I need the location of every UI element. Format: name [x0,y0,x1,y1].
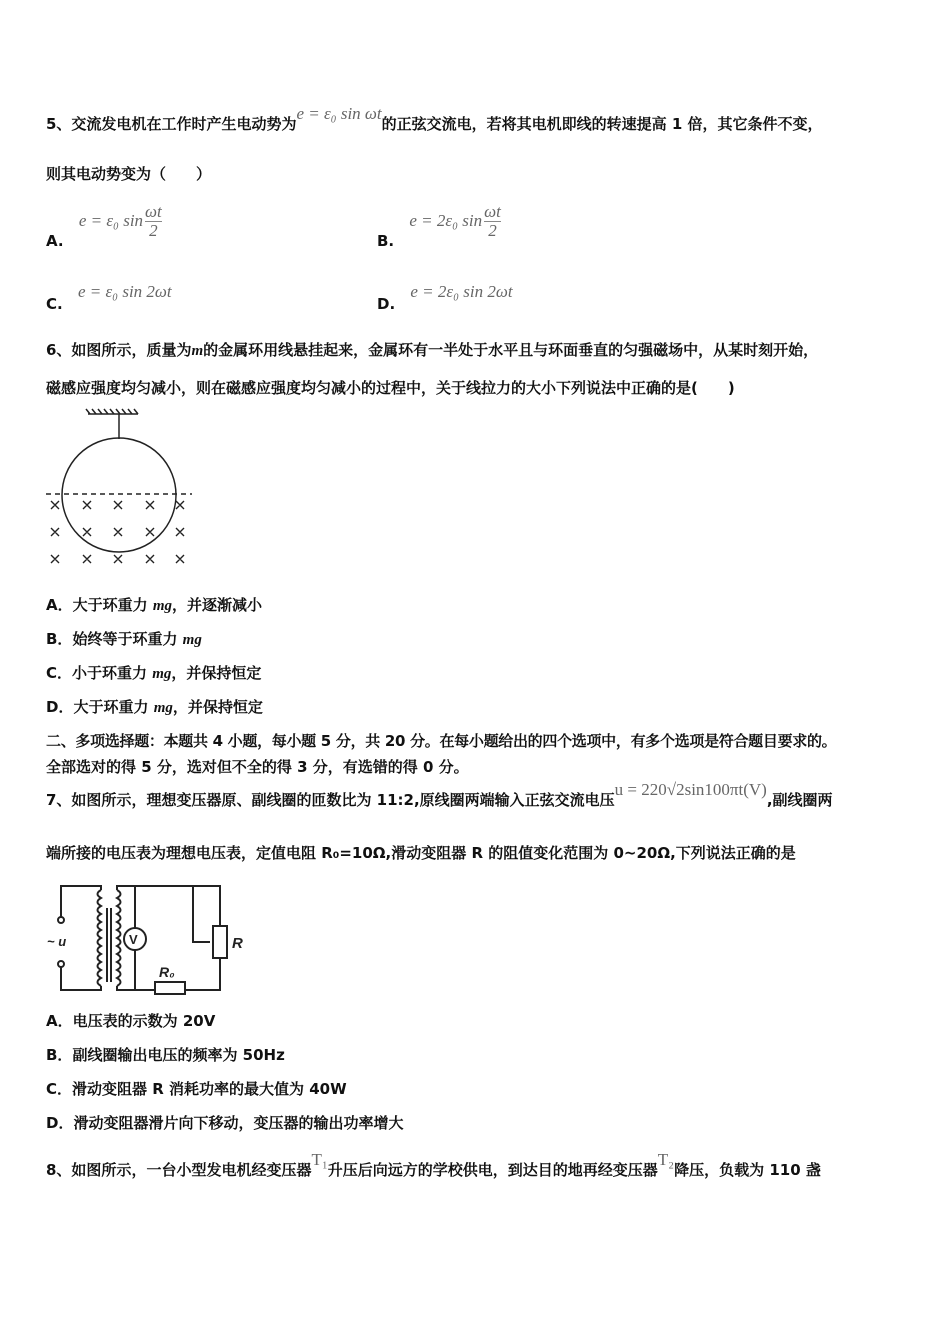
q5-formula: e = ε₀ sin ωt [296,104,382,123]
option-text-post: ，并保持恒定 [171,664,262,682]
option-formula: e = ε₀ sin 2ωt [77,282,172,301]
q6-text-post: 的金属环用线悬挂起来，金属环有一半处于水平且与环面垂直的匀强磁场中，从某时刻开始， [203,341,819,359]
mg-symbol: mg [152,598,173,614]
q6-line1 [46,340,818,361]
mg-symbol: mg [153,700,173,716]
q5-option-a [46,202,162,250]
q6-option-d [46,697,263,718]
r-label: R [232,935,243,952]
denominator: 2 [149,221,158,240]
option-label: D． [46,698,74,716]
option-label: A． [46,596,73,614]
q5-option-d [377,282,513,313]
q8-line1 [46,1150,821,1180]
q7-option-b [46,1045,285,1065]
option-label: D. [377,295,396,313]
option-text: 始终等于环重力 [72,630,183,648]
option-label: A． [46,1012,73,1030]
mg-symbol: mg [152,666,172,682]
section-heading: 二、多项选择题：本题共 4 小题，每小题 5 分，共 20 分。在每小题给出的四个选项中，有多个选项是符合题目要求的。 [46,732,837,750]
q5-line1 [46,104,823,134]
q7-option-a [46,1011,215,1031]
q7-option-c [46,1079,347,1099]
q8-text-mid: 升压后向远方的学校供电，到达目的地再经变压器 [327,1161,658,1179]
q7-text-post: ,副线圈两 [766,791,833,809]
option-label: B. [377,232,395,250]
option-label: C． [46,664,73,682]
q8-text: 8、如图所示，一台小型发电机经变压器 [46,1161,312,1179]
mg-symbol: mg [182,632,202,648]
option-label: A. [46,232,64,250]
option-label: B． [46,630,73,648]
ring-in-magnetic-field-figure [40,405,200,575]
fraction [145,203,162,240]
numerator: ωt [145,202,162,221]
option-label: B． [46,1046,73,1064]
transformer-circuit-figure [45,878,255,998]
option-text: 副线圈输出电压的频率为 50Hz [72,1046,285,1064]
q7-text: 7、如图所示，理想变压器原、副线圈的匝数比为 11:2,原线圈两端输入正弦交流电压 [46,791,615,809]
q6-option-a [46,595,262,616]
option-label: D． [46,1114,74,1132]
option-formula: e = 2ε₀ sin [409,211,483,230]
q5-option-b [377,202,501,250]
fraction [484,203,501,240]
q5-line2: 则其电动势变为（ ） [46,165,212,183]
q6-line2: 磁感应强度均匀减小，则在磁感应强度均匀减小的过程中，关于线拉力的大小下列说法中正确的是( ) [46,379,735,397]
denominator: 2 [488,221,497,240]
option-text-post: ，并逐渐减小 [172,596,263,614]
t1-symbol: T₁ [311,1150,328,1169]
r0-label: R₀ [159,964,175,980]
option-formula: e = 2ε₀ sin 2ωt [410,282,513,301]
q7-option-d [46,1113,403,1133]
mass-symbol: m [191,343,204,359]
source-label: ~ u [47,934,67,949]
q5-option-c [46,282,172,313]
option-text: 大于环重力 [72,596,153,614]
q7-formula: u = 220√2sin100πt(V) [614,780,767,799]
q6-option-c [46,663,261,684]
q6-option-b [46,629,202,650]
option-text-post: ，并保持恒定 [172,698,263,716]
q8-text-end: 降压，负载为 110 盏 [674,1161,821,1179]
voltmeter-label: V [129,932,138,947]
option-text: 小于环重力 [72,664,153,682]
option-text: 大于环重力 [73,698,154,716]
option-label: C. [46,295,63,313]
numerator: ωt [484,202,501,221]
option-text: 滑动变阻器滑片向下移动，变压器的输出功率增大 [73,1114,404,1132]
option-text: 滑动变阻器 R 消耗功率的最大值为 40W [72,1080,347,1098]
option-label: C． [46,1080,73,1098]
q7-line2: 端所接的电压表为理想电压表，定值电阻 R₀=10Ω,滑动变阻器 R 的阻值变化范围为 0~20Ω,下列说法正确的是 [46,844,796,862]
q5-text-post: 的正弦交流电，若将其电机即线的转速提高 1 倍，其它条件不变， [381,115,823,133]
q7-line1 [46,780,833,810]
option-text: 电压表的示数为 20V [72,1012,216,1030]
section-instructions: 全部选对的得 5 分，选对但不全的得 3 分，有选错的得 0 分。 [46,758,469,776]
t2-symbol: T₂ [657,1150,675,1169]
q6-text: 6、如图所示，质量为 [46,341,192,359]
option-formula: e = ε₀ sin [78,211,144,230]
q5-text: 5、交流发电机在工作时产生电动势为 [46,115,297,133]
